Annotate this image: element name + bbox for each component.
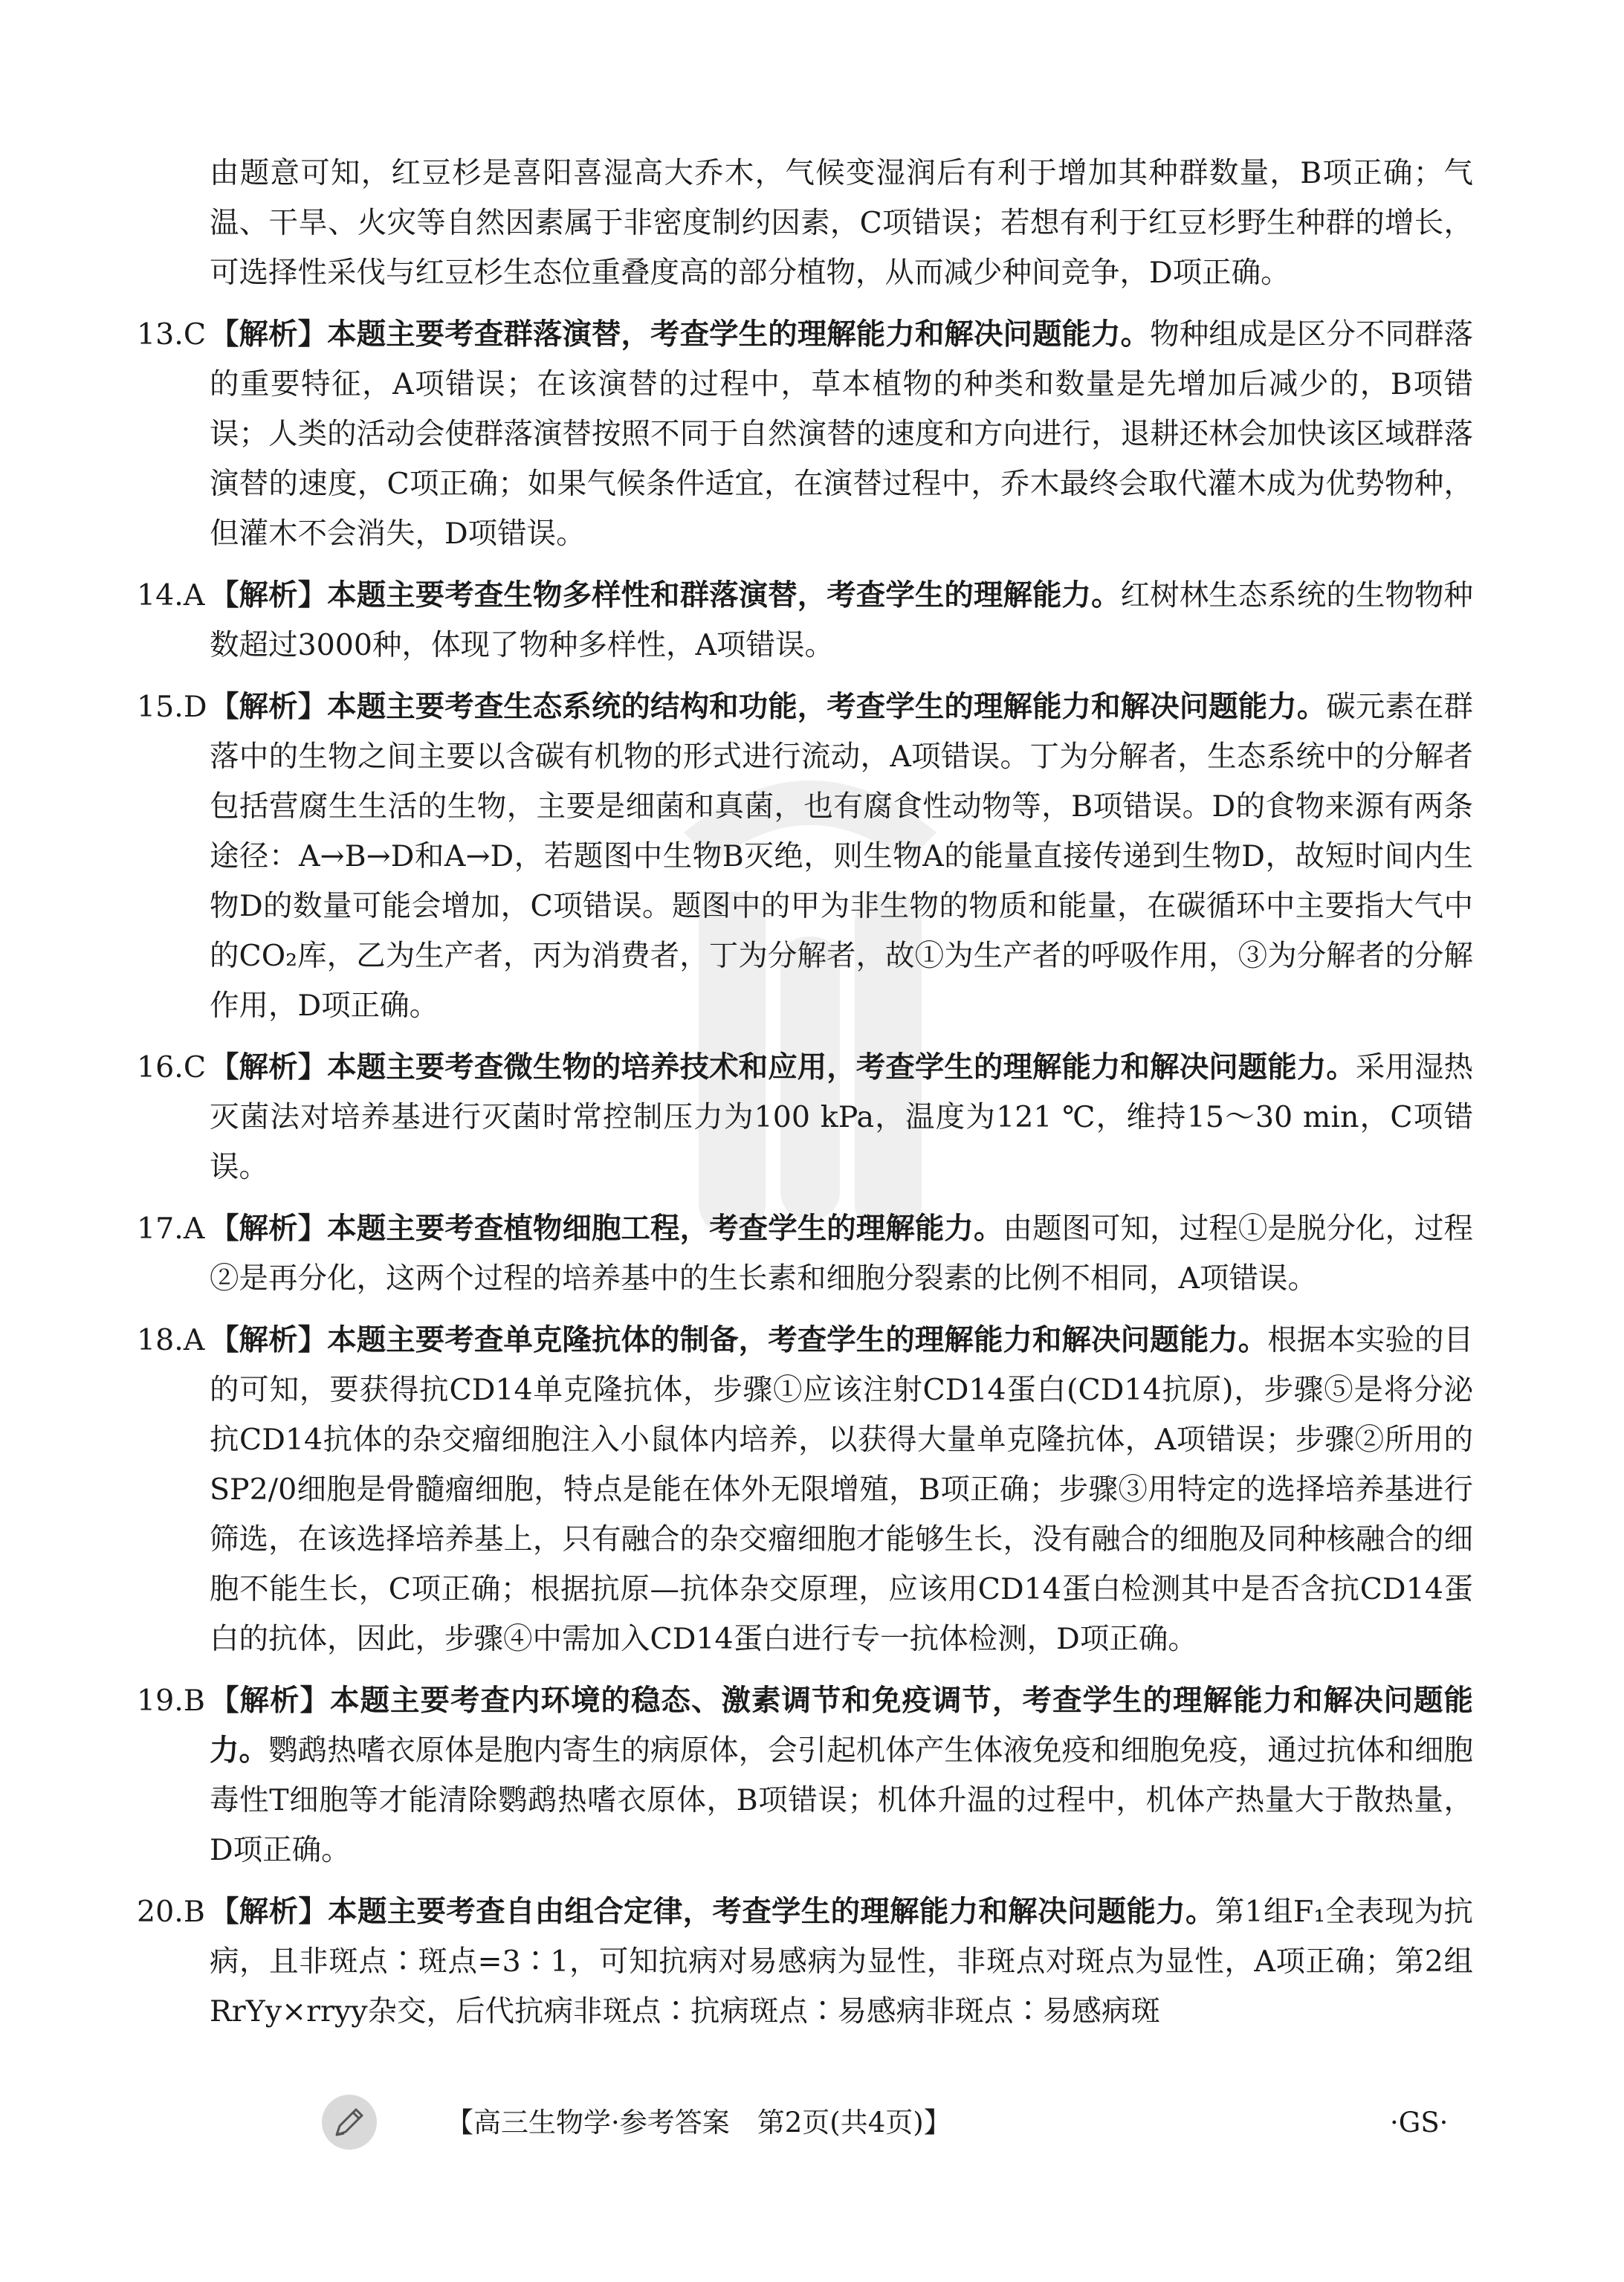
answer-item-16: [0, 1043, 1473, 1192]
item-lead: 本题主要考查生态系统的结构和功能，考查学生的理解能力和解决问题能力。: [327, 690, 1327, 724]
item-body: 物种组成是区分不同群落的重要特征，A项错误；在该演替的过程中，草本植物的种类和数量是先增加后减少的，B项错误；人类的活动会使群落演替按照不同于自然演替的速度和方向进行，退耕还林会加快该区域群落演替的速度，C项正确；如果气候条件适宜，在演替过程中，乔木最终会取代灌木成为优势物种，但灌木不会消失，D项错误。: [210, 317, 1474, 551]
item-body: 由题图可知，过程①是脱分化，过程②是再分化，这两个过程的培养基中的生长素和细胞分裂素的比例不相同，A项错误。: [210, 1212, 1474, 1296]
answer-item-20: [0, 1887, 1473, 2037]
item-body: 鹦鹉热嗜衣原体是胞内寄生的病原体，会引起机体产生体液免疫和细胞免疫，通过抗体和细胞毒性T细胞等才能清除鹦鹉热嗜衣原体，B项错误；机体升温的过程中，机体产热量大于散热量，D项正确。: [210, 1733, 1474, 1867]
item-tag: 【解析】: [210, 1212, 328, 1246]
page-footer: [0, 2095, 1624, 2154]
answer-item-15: [0, 682, 1473, 1031]
answer-item-19: [0, 1676, 1473, 1875]
answer-item-18: [0, 1316, 1473, 1664]
item-tag: 【解析】: [210, 1050, 328, 1085]
item-lead: 本题主要考查单克隆抗体的制备，考查学生的理解能力和解决问题能力。: [327, 1323, 1268, 1357]
item-lead: 本题主要考查自由组合定律，考查学生的理解能力和解决问题能力。: [328, 1895, 1215, 1929]
item-number: 20.B: [137, 1895, 205, 1929]
item-number: 16.C: [137, 1050, 207, 1085]
item-number: 17.A: [137, 1212, 205, 1246]
answer-item-13: [0, 310, 1473, 559]
item-body: 采用湿热灭菌法对培养基进行灭菌时常控制压力为100 kPa，温度为121 ℃，维持15～30 min，C项错误。: [210, 1050, 1474, 1184]
item-number: 18.A: [137, 1323, 205, 1357]
item-tag: 【解析】: [210, 690, 328, 724]
answer-content: [0, 149, 1624, 2037]
item-lead: 本题主要考查内环境的稳态、激素调节和免疫调节，考查学生的理解能力和解决问题能力。: [210, 1684, 1473, 1768]
item-lead: 本题主要考查生物多样性和群落演替，考查学生的理解能力。: [327, 578, 1121, 612]
item-number: 15.D: [137, 690, 207, 724]
item-tag: 【解析】: [210, 1323, 328, 1357]
item-body: 红树林生态系统的生物物种数超过3000种，体现了物种多样性，A项错误。: [210, 578, 1474, 662]
item-body: 第1组F₁全表现为抗病，且非斑点∶斑点=3∶1，可知抗病对易感病为显性，非斑点对斑点为显性，A项正确；第2组RrYy×rryy杂交，后代抗病非斑点∶抗病斑点∶易感病非斑点∶易感病斑: [210, 1895, 1474, 2029]
answer-item-14: [0, 571, 1473, 670]
item-number: 14.A: [137, 578, 205, 612]
item-tag: 【解析】: [210, 1684, 330, 1718]
answer-item-17: [0, 1204, 1473, 1304]
item-lead: 本题主要考查植物细胞工程，考查学生的理解能力。: [327, 1212, 1003, 1246]
pencil-icon: [322, 2095, 377, 2150]
item-tag: 【解析】: [210, 1895, 329, 1929]
footer-code: ·GS·: [1390, 2107, 1449, 2139]
item-tag: 【解析】: [210, 578, 328, 612]
item-lead: 本题主要考查微生物的培养技术和应用，考查学生的理解能力和解决问题能力。: [327, 1050, 1356, 1085]
item-lead: 本题主要考查群落演替，考查学生的理解能力和解决问题能力。: [327, 317, 1151, 352]
footer-title: 【高三生物学·参考答案 第2页(共4页)】: [446, 2107, 951, 2139]
item-body: 碳元素在群落中的生物之间主要以含碳有机物的形式进行流动，A项错误。丁为分解者，生态系统中的分解者包括营腐生生活的生物，主要是细菌和真菌，也有腐食性动物等，B项错误。D的食物来源有两条途径：A→B→D和A→D，若题图中生物B灭绝，则生物A的能量直接传递到生物D，故短时间内生物D的数量可能会增加，C项错误。题图中的甲为非生物的物质和能量，在碳循环中主要指大气中的CO₂库，乙为生产者，丙为消费者，丁为分解者，故①为生产者的呼吸作用，③为分解者的分解作用，D项正确。: [210, 690, 1474, 1023]
item-body: 根据本实验的目的可知，要获得抗CD14单克隆抗体，步骤①应该注射CD14蛋白(CD14抗原)，步骤⑤是将分泌抗CD14抗体的杂交瘤细胞注入小鼠体内培养，以获得大量单克隆抗体，A项错误；步骤②所用的SP2/0细胞是骨髓瘤细胞，特点是能在体外无限增殖，B项正确；步骤③用特定的选择培养基进行筛选，在该选择培养基上，只有融合的杂交瘤细胞才能够生长，没有融合的细胞及同种核融合的细胞不能生长，C项正确；根据抗原—抗体杂交原理，应该用CD14蛋白检测其中是否含抗CD14蛋白的抗体，因此，步骤④中需加入CD14蛋白进行专一抗体检测，D项正确。: [210, 1323, 1474, 1656]
item-tag: 【解析】: [210, 317, 328, 352]
item-number: 13.C: [137, 317, 207, 352]
intro-paragraph: 由题意可知，红豆杉是喜阳喜湿高大乔木，气候变湿润后有利于增加其种群数量，B项正确；气温、干旱、火灾等自然因素属于非密度制约因素，C项错误；若想有利于红豆杉野生种群的增长，可选择性采伐与红豆杉生态位重叠度高的部分植物，从而减少种间竞争，D项正确。: [210, 156, 1473, 290]
item-number: 19.B: [137, 1684, 205, 1718]
